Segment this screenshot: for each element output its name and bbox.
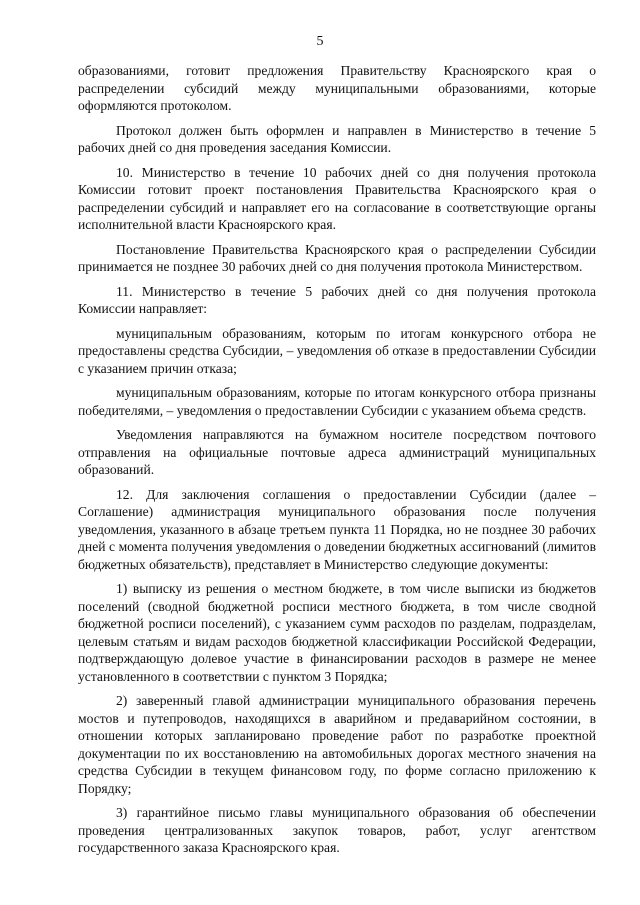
paragraph-continuation: образованиями, готовит предложения Правительству Красноярского края о распределении субсидий между муниципальными образованиями, которые оформляются протоколом.: [78, 63, 596, 113]
paragraph-winner-notice: муниципальным образованиям, которые по итогам конкурсного отбора признаны победителями, – уведомления о предоставлении Субсидии с указанием объема средств.: [78, 385, 596, 418]
paragraph-protocol-deadline: Протокол должен быть оформлен и направлен в Министерство в течение 5 рабочих дней со дня проведения заседания Комиссии.: [78, 122, 596, 155]
paragraph-notice-delivery: Уведомления направляются на бумажном носителе посредством почтового отправления на официальные почтовые адреса администраций муниципальных образований.: [78, 427, 596, 477]
page-number: 5: [316, 34, 324, 49]
document-body: [78, 62, 596, 864]
paragraph-refusal-notice: муниципальным образованиям, которым по итогам конкурсного отбора не предоставлены средства Субсидии, – уведомления об отказе в предоставлении Субсидии с указанием причин отказа;: [78, 325, 596, 376]
paragraph-document-3: 3) гарантийное письмо главы муниципального образования об обеспечении проведения централизованных закупок товаров, работ, услуг агентством государственного заказа Красноярского края.: [78, 805, 596, 855]
paragraph-item-10: 10. Министерство в течение 10 рабочих дней со дня получения протокола Комиссии готовит проект постановления Правительства Красноярского края о распределении субсидий и направляет его на согласование в соответствующие органы исполнительной власти Красноярского края.: [78, 164, 596, 232]
paragraph-item-12: 12. Для заключения соглашения о предоставлении Субсидии (далее – Соглашение) администрация муниципального образования после получения уведомления, указанного в абзаце третьем пункта 11 Порядка, но не позднее 30 рабочих дней с момента получения уведомления о доведении бюджетных ассигнований (лимитов бюджетных обязательств), представляет в Министерство следующие документы:: [78, 486, 596, 572]
paragraph-resolution-deadline: Постановление Правительства Красноярского края о распределении Субсидии принимается не позднее 30 рабочих дней со дня получения протокола Министерством.: [78, 241, 596, 274]
paragraph-document-2: 2) заверенный главой администрации муниципального образования перечень мостов и путепроводов, находящихся в аварийном и предаварийном состоянии, в отношении которых запланировано проведение работ по разработке проектной документации по их восстановлению на автомобильных дорогах местного значения на средства Субсидии в текущем финансовом году, по форме согласно приложению к Порядку;: [78, 693, 596, 796]
paragraph-document-1: 1) выписку из решения о местном бюджете, в том числе выписки из бюджетов поселений (сводной бюджетной росписи местного бюджета, в том числе сводной бюджетной росписи поселений), с указанием сумм расходов по разделам, подразделам, целевым статьям и видам расходов бюджетной классификации Российской Федерации, подтверждающую долевое участие в финансировании расходов в размере не менее установленного в соответствии с пунктом 3 Порядка;: [78, 581, 596, 684]
paragraph-item-11: 11. Министерство в течение 5 рабочих дней со дня получения протокола Комиссии направляет:: [78, 283, 596, 316]
